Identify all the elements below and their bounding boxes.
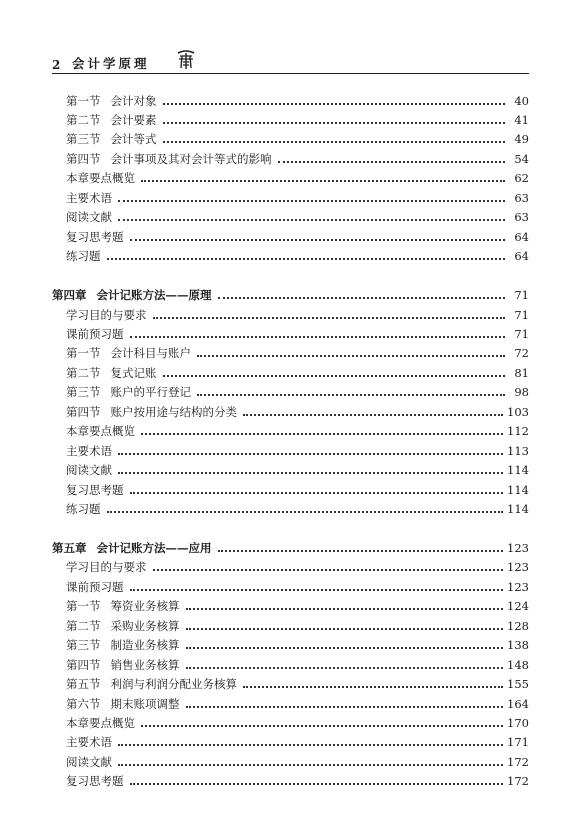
toc-entry-row[interactable] — [66, 458, 529, 478]
toc-entry-number: 第五章 — [52, 540, 87, 555]
toc-page-number: 103 — [507, 404, 529, 419]
toc-entry-row[interactable] — [66, 672, 529, 692]
toc-entry-title: 会计记账方法——原理 — [96, 288, 212, 303]
toc-entry-row[interactable] — [66, 321, 529, 341]
toc-entry-title: 会计科目与账户 — [110, 346, 191, 361]
toc-entry-row[interactable] — [66, 633, 529, 653]
dot-leader — [197, 394, 505, 396]
toc-entry-label — [66, 113, 157, 127]
page-number: 2 — [52, 58, 61, 72]
toc-entry-row[interactable] — [66, 574, 529, 594]
dot-leader — [141, 180, 505, 182]
toc-entry-title: 主要术语 — [66, 190, 112, 205]
toc-entry-label — [66, 483, 124, 497]
toc-page-number: 62 — [514, 171, 529, 186]
dot-leader — [153, 317, 506, 319]
dot-leader — [218, 297, 506, 299]
toc-entry-title: 期末账项调整 — [110, 696, 180, 711]
toc-page-number: 63 — [514, 210, 529, 225]
toc-page-number: 41 — [514, 112, 529, 127]
toc-page-number: 63 — [514, 190, 529, 205]
toc-page-number: 64 — [514, 249, 529, 264]
toc-entry-label — [66, 171, 135, 185]
toc-entry-title: 利润与利润分配业务核算 — [110, 677, 237, 692]
dot-leader — [186, 608, 504, 610]
toc-entry-label — [66, 308, 147, 322]
dot-leader — [130, 492, 504, 494]
dot-leader — [163, 141, 506, 143]
toc-entry-number: 第一节 — [66, 599, 101, 614]
toc-entry-title: 制造业务核算 — [110, 638, 180, 653]
toc-entry-title: 复习思考题 — [66, 774, 124, 789]
dot-leader — [107, 511, 504, 513]
toc-entry-label — [66, 327, 124, 341]
toc-chapter-row[interactable] — [52, 283, 529, 303]
toc-entry-title: 复式记账 — [110, 365, 157, 380]
toc-page-number: 114 — [507, 463, 529, 478]
dot-leader — [130, 783, 504, 785]
dot-leader — [130, 336, 506, 338]
toc-entry-row[interactable] — [66, 497, 529, 517]
toc-entry-title: 学习目的与要求 — [66, 560, 147, 575]
dot-leader — [130, 589, 504, 591]
toc-entry-title: 练习题 — [66, 502, 101, 516]
toc-entry-row[interactable] — [66, 380, 529, 400]
toc-chapter-row[interactable] — [52, 535, 529, 555]
dot-leader — [107, 258, 506, 260]
toc-entry-number: 第四章 — [52, 288, 87, 303]
running-header — [52, 52, 529, 74]
toc-entry-label — [52, 288, 212, 302]
toc-entry-label — [66, 774, 124, 788]
toc-entry-title: 阅读文献 — [66, 463, 112, 478]
dot-leader — [186, 628, 504, 630]
toc-page-number: 123 — [507, 540, 529, 555]
toc-entry-label — [66, 424, 135, 438]
toc-entry-label — [66, 210, 112, 224]
toc-page-number: 123 — [507, 560, 529, 575]
toc-entry-row[interactable] — [66, 146, 529, 166]
toc-page-number: 71 — [514, 326, 529, 341]
toc-entry-row[interactable] — [66, 127, 529, 147]
toc-entry-number: 第六节 — [66, 696, 101, 711]
toc-entry-title: 会计等式 — [110, 132, 157, 147]
toc-page-number: 138 — [507, 638, 529, 653]
toc-entry-title: 复习思考题 — [66, 229, 124, 244]
toc-entry-label — [66, 755, 112, 769]
toc-entry-title: 采购业务核算 — [110, 618, 180, 633]
dot-leader — [118, 764, 503, 766]
header-rule — [52, 73, 529, 74]
toc-entry-label — [66, 560, 147, 574]
toc-entry-title: 课前预习题 — [66, 326, 124, 341]
dot-leader — [197, 355, 505, 357]
toc-page-number: 40 — [514, 93, 529, 108]
dot-leader — [153, 569, 504, 571]
toc-entry-number: 第三节 — [66, 132, 101, 147]
toc-entry-title: 本章要点概览 — [66, 716, 135, 730]
toc-entry-row[interactable] — [66, 360, 529, 380]
dot-leader — [118, 472, 503, 474]
toc-page-number: 164 — [507, 696, 529, 711]
toc-entry-label — [66, 716, 135, 730]
dot-leader — [186, 706, 504, 708]
toc-entry-row[interactable] — [66, 341, 529, 361]
dot-leader — [118, 219, 505, 221]
toc-entry-row[interactable] — [66, 438, 529, 458]
toc-page-number: 155 — [507, 677, 529, 692]
toc-entry-title: 阅读文献 — [66, 754, 112, 769]
toc-entry-label — [66, 405, 237, 419]
dot-leader — [163, 103, 506, 105]
dot-leader — [163, 122, 506, 124]
toc-entry-label — [66, 249, 101, 263]
toc-entry-row[interactable] — [66, 302, 529, 322]
toc-entry-number: 第四节 — [66, 657, 101, 672]
toc-entry-label — [66, 94, 157, 108]
toc-entry-label — [66, 638, 180, 652]
dot-leader — [186, 647, 504, 649]
dot-leader — [141, 433, 503, 435]
toc-entry-row[interactable] — [66, 613, 529, 633]
dot-leader — [118, 453, 503, 455]
dot-leader — [141, 725, 503, 727]
toc-page-number: 49 — [514, 132, 529, 147]
toc-entry-row[interactable] — [66, 691, 529, 711]
toc-entry-number: 第二节 — [66, 618, 101, 633]
toc-entry-label — [66, 580, 124, 594]
dot-leader — [243, 414, 503, 416]
toc-entry-label — [66, 152, 272, 166]
toc-entry-title: 账户的平行登记 — [110, 385, 191, 400]
toc-page-number: 114 — [507, 502, 529, 516]
toc-entry-row[interactable] — [66, 730, 529, 750]
toc-entry-title: 本章要点概览 — [66, 171, 135, 186]
toc-entry-label — [66, 191, 112, 205]
toc-entry-title: 学习目的与要求 — [66, 307, 147, 322]
toc-entry-title: 会计对象 — [110, 93, 157, 108]
toc-entry-number: 第四节 — [66, 404, 101, 419]
toc-entry-number: 第一节 — [66, 346, 101, 361]
toc-page-number: 172 — [507, 774, 529, 789]
toc-entry-row[interactable] — [66, 205, 529, 225]
dot-leader — [163, 375, 506, 377]
toc-entry-number: 第五节 — [66, 677, 101, 692]
toc-entry-number: 第一节 — [66, 93, 101, 108]
toc-entry-title: 复习思考题 — [66, 482, 124, 497]
toc-page-number: 170 — [507, 716, 529, 730]
toc-page-number: 124 — [507, 599, 529, 614]
toc-entry-row[interactable] — [66, 224, 529, 244]
toc-entry-title: 会计事项及其对会计等式的影响 — [110, 151, 272, 166]
toc-entry-label — [66, 677, 237, 691]
toc-entry-row[interactable] — [66, 107, 529, 127]
toc-entry-row[interactable] — [66, 555, 529, 575]
toc-entry-title: 筹资业务核算 — [110, 599, 180, 614]
toc-page-number: 128 — [507, 618, 529, 633]
toc-entry-title: 练习题 — [66, 249, 101, 264]
toc-entry-row[interactable] — [66, 185, 529, 205]
toc-entry-label — [66, 502, 101, 516]
toc-entry-number: 第三节 — [66, 638, 101, 653]
toc-entry-row[interactable] — [66, 769, 529, 789]
toc-entry-number: 第三节 — [66, 385, 101, 400]
toc-entry-row[interactable] — [66, 711, 529, 731]
dot-leader — [278, 161, 506, 163]
toc-entry-title: 主要术语 — [66, 735, 112, 750]
toc-entry-row[interactable] — [66, 88, 529, 108]
toc-page-number: 172 — [507, 754, 529, 769]
toc-entry-number: 第二节 — [66, 112, 101, 127]
dot-leader — [243, 686, 503, 688]
toc-page-number: 112 — [507, 424, 529, 439]
toc-page-number: 71 — [514, 288, 529, 303]
toc-page-number: 113 — [507, 443, 529, 458]
toc-entry-row[interactable] — [66, 477, 529, 497]
toc-entry-number: 第四节 — [66, 151, 101, 166]
dot-leader — [130, 239, 506, 241]
dot-leader — [218, 550, 504, 552]
toc-page-number: 54 — [514, 151, 529, 166]
toc-entry-label — [66, 230, 124, 244]
toc-entry-row[interactable] — [66, 419, 529, 439]
toc-entry-label — [52, 541, 212, 555]
toc-entry-title: 销售业务核算 — [110, 657, 180, 672]
toc-entry-title: 阅读文献 — [66, 210, 112, 225]
toc-entry-title: 课前预习题 — [66, 579, 124, 594]
toc-page-number: 171 — [507, 735, 529, 750]
dot-leader — [118, 200, 505, 202]
toc-entry-title: 会计要素 — [110, 112, 157, 127]
toc-entry-label — [66, 463, 112, 477]
toc-page-number: 123 — [507, 579, 529, 594]
toc-page-number: 148 — [507, 657, 529, 672]
toc-entry-label — [66, 132, 157, 146]
book-title: 会计学原理 — [72, 56, 150, 71]
toc-entry-row[interactable] — [66, 594, 529, 614]
toc-entry-label — [66, 619, 180, 633]
toc-entry-label — [66, 658, 180, 672]
dot-leader — [186, 667, 504, 669]
toc-page-number: 98 — [514, 385, 529, 400]
toc-entry-label — [66, 366, 157, 380]
toc-entry-label — [66, 346, 191, 360]
toc-entry-title: 主要术语 — [66, 443, 112, 458]
toc-page-number: 81 — [514, 365, 529, 380]
toc-entry-row[interactable] — [66, 652, 529, 672]
toc-entry-label — [66, 697, 180, 711]
toc-entry-row[interactable] — [66, 749, 529, 769]
toc-page-number: 72 — [514, 346, 529, 361]
toc-page-number: 114 — [507, 482, 529, 497]
dot-leader — [118, 744, 503, 746]
toc-entry-title: 会计记账方法——应用 — [96, 540, 212, 555]
toc-entry-number: 第二节 — [66, 365, 101, 380]
toc-entry-title: 本章要点概览 — [66, 424, 135, 439]
toc-entry-row[interactable] — [66, 166, 529, 186]
toc-entry-label — [66, 599, 180, 613]
toc-entry-title: 账户按用途与结构的分类 — [110, 404, 237, 419]
publisher-logo-icon — [175, 48, 197, 70]
toc-page-number: 71 — [514, 307, 529, 322]
toc-entry-label — [66, 735, 112, 749]
toc-page-number: 64 — [514, 229, 529, 244]
toc-entry-label — [66, 444, 112, 458]
toc-entry-row[interactable] — [66, 244, 529, 264]
toc-entry-label — [66, 385, 191, 399]
toc-entry-row[interactable] — [66, 399, 529, 419]
